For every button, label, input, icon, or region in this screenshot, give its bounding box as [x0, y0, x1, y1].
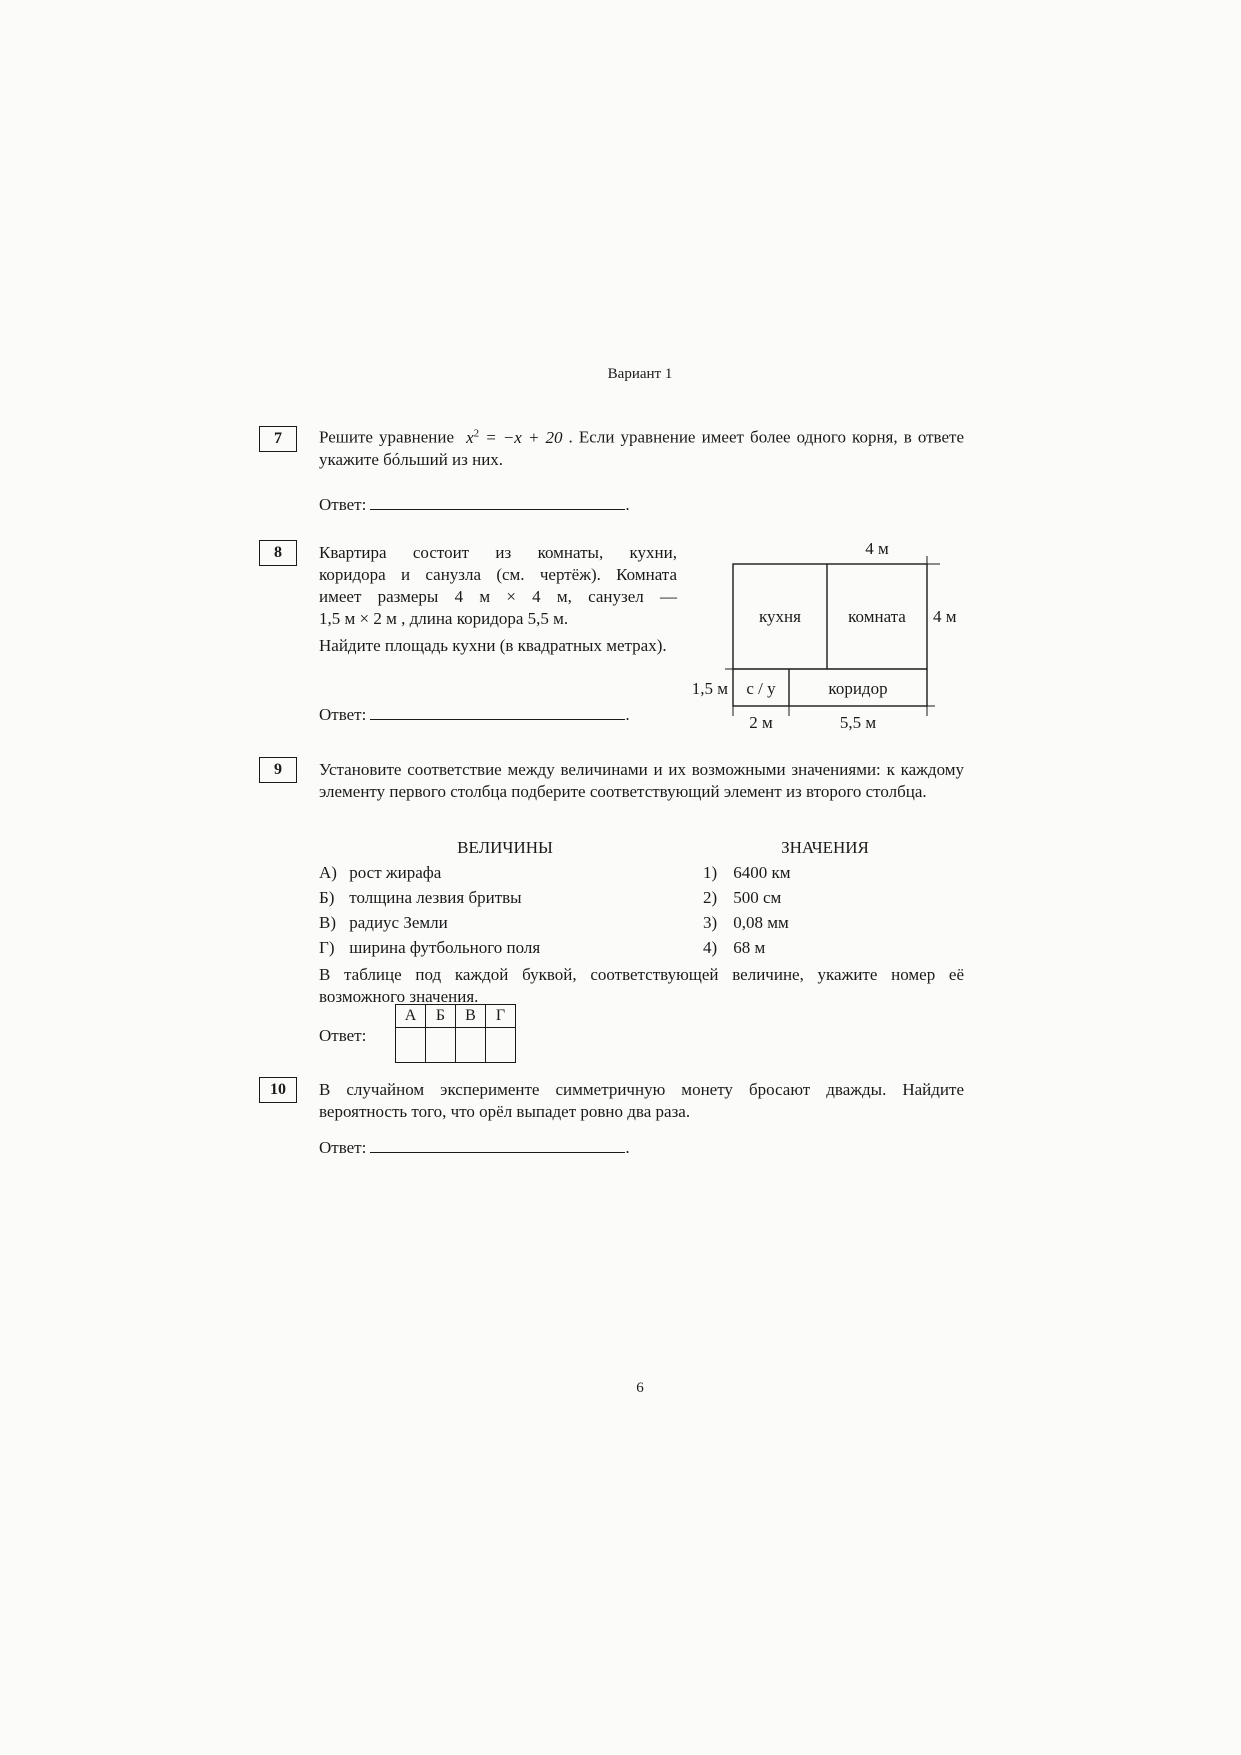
answer-table-header: В	[456, 1005, 486, 1028]
question-10-answer: Ответ: .	[319, 1134, 630, 1159]
question-8-number: 8	[259, 540, 297, 566]
answer-field[interactable]	[370, 491, 625, 510]
answer-cell[interactable]	[426, 1028, 456, 1063]
value-text: 6400 км	[733, 863, 791, 882]
quantity-text: рост жирафа	[349, 863, 442, 882]
answer-table-header: Б	[426, 1005, 456, 1028]
quantity-text: ширина футбольного поля	[349, 938, 541, 957]
q8-line: Квартира состоит из комнаты, кухни,	[319, 543, 677, 562]
answer-label: Ответ:	[319, 495, 367, 514]
q8-line: 1,5 м × 2 м , длина коридора 5,5 м.	[319, 609, 569, 628]
quantity-letter: Б)	[319, 888, 335, 907]
dim-bottom-left-label: 2 м	[749, 713, 773, 732]
answer-field[interactable]	[370, 701, 625, 720]
question-10-number: 10	[259, 1077, 297, 1103]
value-number: 4)	[703, 938, 718, 957]
answer-cell[interactable]	[396, 1028, 426, 1063]
question-9-number: 9	[259, 757, 297, 783]
q7-eq-lhs: x	[466, 427, 474, 447]
kitchen-label: кухня	[759, 607, 801, 626]
page-number: 6	[636, 1380, 644, 1396]
value-number: 3)	[703, 913, 718, 932]
answer-table	[395, 1004, 516, 1063]
value-text: 0,08 мм	[733, 913, 789, 932]
quantity-item	[319, 887, 522, 909]
quantities-header: ВЕЛИЧИНЫ	[457, 838, 553, 857]
value-item	[703, 912, 789, 934]
quantity-item	[319, 862, 441, 884]
answer-table-header: Г	[486, 1005, 516, 1028]
quantity-text: радиус Земли	[349, 913, 448, 932]
q7-eq-exp: 2	[473, 427, 480, 439]
value-number: 2)	[703, 888, 718, 907]
question-9-instruction: В таблице под каждой буквой, соответствующей величине, укажите номер её возможного значения.	[319, 965, 964, 1006]
answer-cell[interactable]	[456, 1028, 486, 1063]
dim-bottom-right-label: 5,5 м	[839, 713, 877, 732]
q8-question: Найдите площадь кухни (в квадратных метрах).	[319, 636, 667, 655]
question-7-text	[319, 422, 964, 471]
dim-left-label: 1,5 м	[691, 679, 728, 698]
question-7-answer: Ответ: .	[319, 491, 630, 516]
quantity-text: толщина лезвия бритвы	[349, 888, 522, 907]
value-item	[703, 862, 791, 884]
answer-label: Ответ:	[319, 1138, 367, 1157]
quantity-item	[319, 937, 540, 959]
quantity-letter: А)	[319, 863, 337, 882]
question-8-text	[319, 542, 677, 657]
answer-table-header: А	[396, 1005, 426, 1028]
answer-cell[interactable]	[486, 1028, 516, 1063]
quantity-item	[319, 912, 448, 934]
answer-label: Ответ:	[319, 1026, 367, 1045]
q7-equation	[466, 428, 562, 447]
value-item	[703, 887, 781, 909]
question-7-number: 7	[259, 426, 297, 452]
q8-line: коридора и санузла (см. чертёж). Комната	[319, 565, 677, 584]
q8-line: имеет размеры 4 м × 4 м, санузел —	[319, 587, 677, 606]
values-header: ЗНАЧЕНИЯ	[781, 838, 869, 857]
quantity-letter: Г)	[319, 938, 335, 957]
dim-top-label: 4 м	[865, 539, 889, 558]
value-number: 1)	[703, 863, 718, 882]
room-label: комната	[848, 607, 906, 626]
q7-text-before: Решите уравнение	[319, 427, 454, 447]
bathroom-label: с / у	[746, 679, 776, 698]
question-8-answer: Ответ: .	[319, 701, 630, 726]
question-9-text: Установите соответствие между величинами и их возможными значениями: к каждому элементу первого столбца подберите соответствующий элемент из второго столбца.	[319, 760, 964, 801]
dim-right-label: 4 м	[933, 607, 957, 626]
value-item	[703, 937, 765, 959]
answer-label: Ответ:	[319, 705, 367, 724]
quantity-letter: В)	[319, 913, 336, 932]
q7-text-after: . Если уравнение имеет более одного корня, в ответе укажите бóльший из них.	[319, 427, 965, 469]
floor-plan-figure	[690, 536, 970, 736]
answer-field[interactable]	[370, 1134, 625, 1153]
value-text: 68 м	[733, 938, 766, 957]
page-header: Вариант 1	[607, 366, 673, 382]
q7-eq-rhs: = −x + 20	[485, 427, 563, 447]
corridor-label: коридор	[828, 679, 888, 698]
question-10-text: В случайном эксперименте симметричную монету бросают дважды. Найдите вероятность того, что орёл выпадет ровно два раза.	[319, 1080, 964, 1121]
value-text: 500 см	[733, 888, 782, 907]
